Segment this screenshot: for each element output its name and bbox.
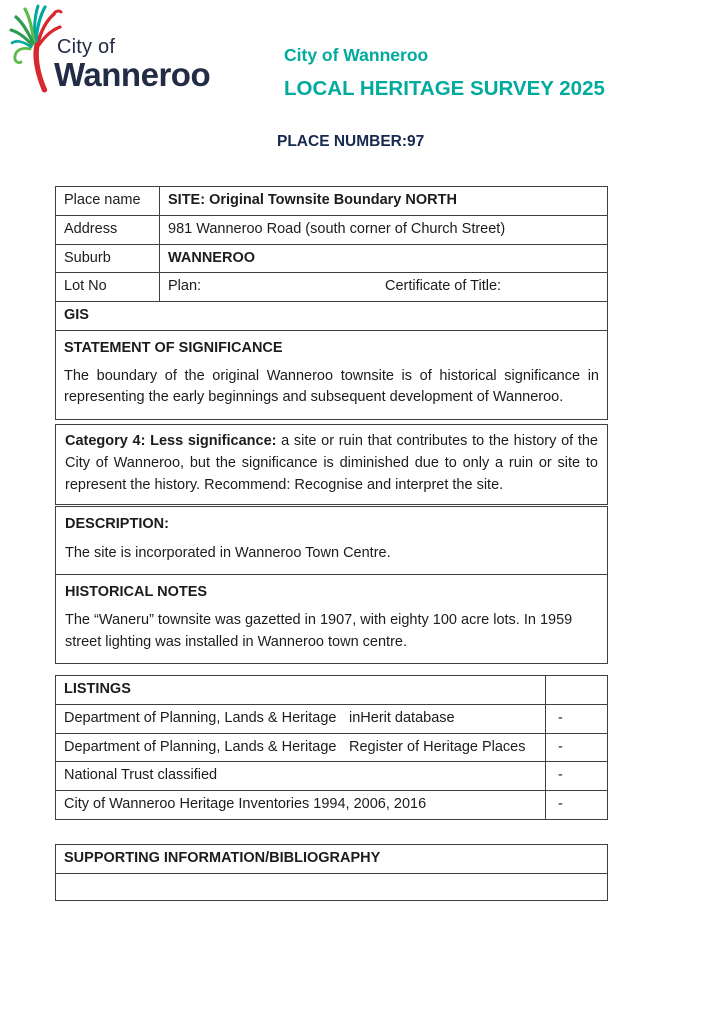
doc-title-local-heritage-survey: LOCAL HERITAGE SURVEY 2025 [284,77,605,100]
description-heading: DESCRIPTION: [65,516,169,532]
table-row-lot-no [56,273,607,302]
supporting-information-box [55,844,608,901]
table-row-national-trust [56,762,607,791]
listing-org: Department of Planning, Lands & Heritage [64,738,337,755]
description-box [55,506,608,664]
description-text: The site is incorporated in Wanneroo Town Centre. [65,544,391,561]
logo-text-city-of: City of [57,36,116,58]
statement-heading: STATEMENT OF SIGNIFICANCE [64,339,283,356]
listing-status: - [545,734,607,762]
listing-cell [56,762,545,790]
row-value [160,273,607,301]
listing-detail: inHerit database [349,709,455,726]
historical-notes-text: The “Waneru” townsite was gazetted in 1907, with eighty 100 acre lots. In 1959 street lighting was installed in Wanneroo town centre. [65,612,573,650]
row-value: 981 Wanneroo Road (south corner of Church Street) [168,220,506,237]
listings-header-status-cell [545,676,607,704]
table-row-suburb [56,245,607,274]
table-row-inherit [56,705,607,734]
table-row-address [56,216,607,245]
row-value: WANNEROO [168,249,255,266]
statement-of-significance-section [56,331,607,419]
statement-text: The boundary of the original Wanneroo townsite is of historical significance in representing the early beginnings and subsequent development of Wanneroo. [64,367,599,406]
listings-header-row [56,676,607,705]
table-row-heritage-inventories [56,791,607,819]
listing-status: - [545,762,607,790]
supporting-heading: SUPPORTING INFORMATION/BIBLIOGRAPHY [56,845,607,874]
table-row-register [56,734,607,763]
description-section [56,507,607,574]
row-label: Lot No [56,273,160,301]
category-box [55,424,608,505]
row-label: Place name [56,187,160,215]
historical-notes-heading: HISTORICAL NOTES [65,583,208,600]
category-text [65,431,598,496]
plan-label: Plan: [168,278,202,295]
listing-status: - [545,791,607,819]
place-details-table [55,186,608,420]
listing-detail: Register of Heritage Places [349,738,526,755]
listing-org: City of Wanneroo Heritage Inventories 1994, 2006, 2016 [64,796,427,812]
row-value: SITE: Original Townsite Boundary NORTH [168,192,457,208]
listings-table [55,675,608,820]
gis-row: GIS [56,302,607,331]
listing-status: - [545,705,607,733]
listing-cell [56,791,545,819]
listing-org: Department of Planning, Lands & Heritage [64,709,337,726]
place-number: PLACE NUMBER:97 [277,133,425,150]
certificate-of-title-label: Certificate of Title: [385,278,502,295]
row-label: Address [56,216,160,244]
listing-cell [56,734,545,762]
logo-text-wanneroo: Wanneroo [54,56,211,93]
category-description: a site or ruin that contributes to the history of the City of Wanneroo, but the significance is diminished due to only a ruin or site to represent the history. Recommend: Recognise and interpret the site. [65,433,599,493]
table-row-place-name [56,187,607,216]
category-lead: Category 4: Less significance: [65,433,277,449]
listings-heading: LISTINGS [64,681,131,697]
listing-org: National Trust classified [64,767,218,784]
doc-title-city-of-wanneroo: City of Wanneroo [284,45,429,65]
listing-cell [56,705,545,733]
row-label: Suburb [56,245,160,273]
historical-notes-section [56,574,607,663]
supporting-empty-row [56,874,607,900]
